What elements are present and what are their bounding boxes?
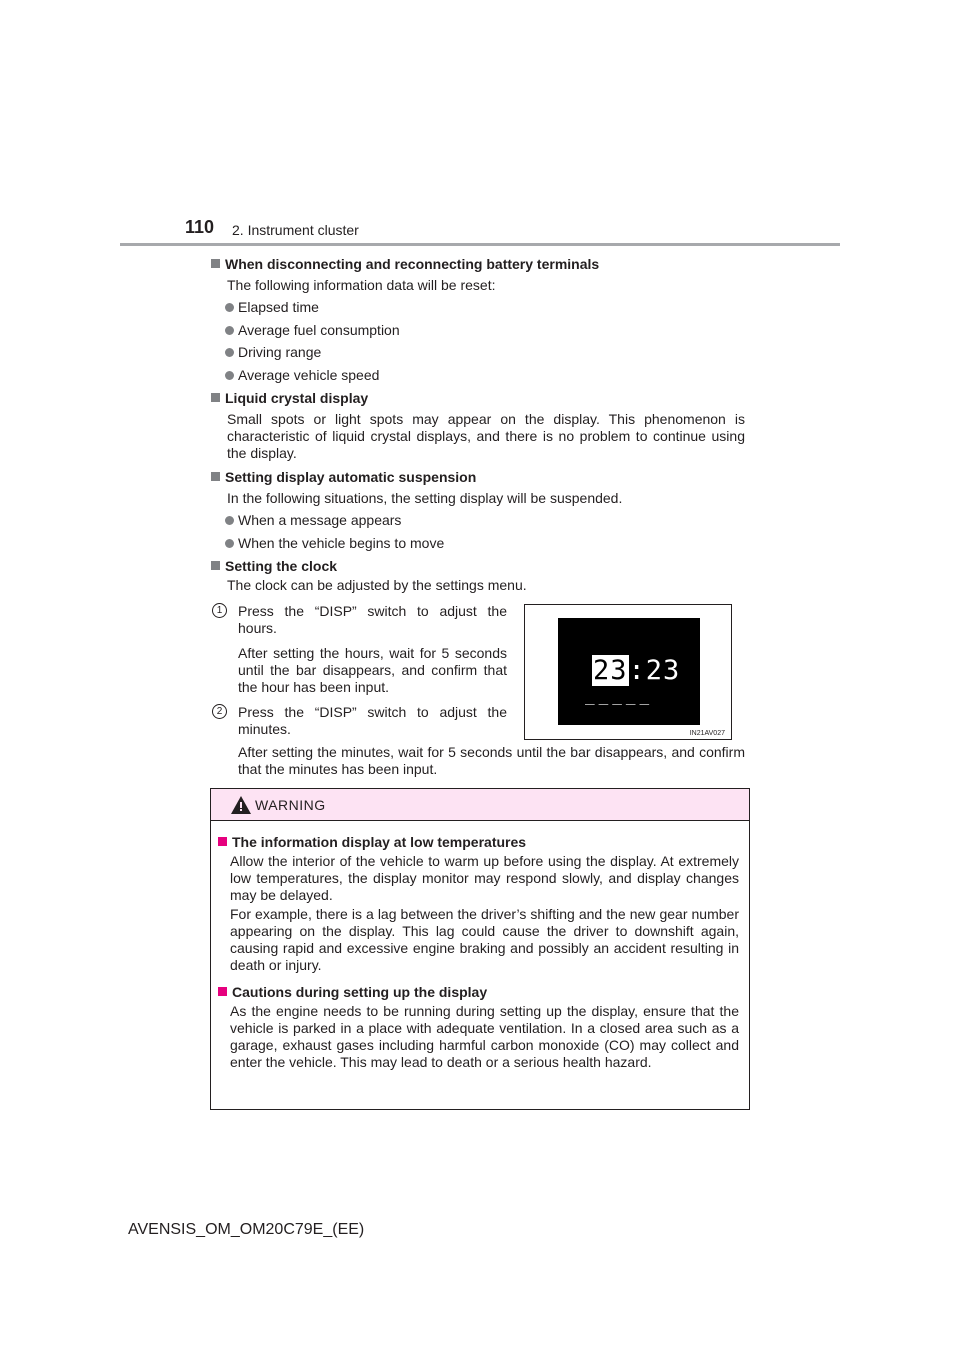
warning-body-2: As the engine needs to be running during setting up the display, ensure that the vehicle is parked in a place with adequate ventilation. In a closed area such as a garage, exhaust gases including harmful carbon monoxide (CO) may collect and enter the vehicle. This may lead to death or a serious health hazard. — [230, 1003, 739, 1070]
section-heading-text: Liquid crystal display — [225, 390, 369, 406]
warning-heading-text: The information display at low temperatures — [232, 834, 527, 850]
warning-label: WARNING — [255, 797, 326, 813]
round-bullet-icon — [225, 371, 234, 380]
lcd-body: Small spots or light spots may appear on the display. This phenomenon is characteristic of liquid crystal displays, and there is no problem to continue using the display. — [227, 411, 745, 461]
section-heading-suspension — [211, 468, 476, 486]
warning-heading-text: Cautions during setting up the display — [232, 984, 488, 1000]
round-bullet-icon — [225, 516, 234, 525]
clock-readout — [592, 655, 680, 686]
warning-exclamation-dot — [240, 809, 242, 811]
round-bullet-icon — [225, 326, 234, 335]
section-heading-clock — [211, 557, 337, 575]
display-screen — [558, 618, 700, 725]
section-heading-text: When disconnecting and reconnecting battery terminals — [225, 256, 600, 272]
minutes-value: 23 — [645, 655, 681, 686]
list-item — [225, 535, 444, 552]
chapter-title: 2. Instrument cluster — [232, 222, 359, 238]
list-item — [225, 512, 401, 529]
list-item-text: Elapsed time — [238, 299, 319, 315]
list-item — [225, 367, 379, 384]
step-2 — [212, 704, 507, 738]
square-bullet-icon — [218, 837, 227, 846]
list-item-text: Average vehicle speed — [238, 367, 380, 383]
square-bullet-icon — [211, 472, 220, 481]
list-item-text: Driving range — [238, 344, 322, 360]
clock-display-figure — [524, 604, 732, 740]
figure-code: IN21AV027 — [689, 730, 725, 737]
section-heading-text: Setting the clock — [225, 558, 338, 574]
warning-exclamation — [240, 802, 242, 808]
list-item-text: When a message appears — [238, 512, 402, 528]
list-item — [225, 299, 319, 316]
warning-body-1b: For example, there is a lag between the driver’s shifting and the new gear number appearing on the display. This lag could cause the driver to downshift again, causing rapid and excessive engine braking and possibly an accident resulting in death or injury. — [230, 906, 739, 973]
time-separator: : — [628, 655, 646, 686]
battery-intro: The following information data will be reset: — [227, 277, 496, 293]
round-bullet-icon — [225, 303, 234, 312]
warning-heading-1 — [218, 833, 526, 851]
suspension-intro: In the following situations, the setting display will be suspended. — [227, 490, 623, 506]
section-heading-text: Setting display automatic suspension — [225, 469, 477, 485]
step-1-note: After setting the hours, wait for 5 seconds until the bar disappears, and confirm that the hour has been input. — [238, 645, 507, 695]
header-rule — [120, 243, 840, 246]
hours-value: 23 — [593, 655, 628, 686]
section-heading-lcd — [211, 389, 368, 407]
step-text: Press the “DISP” switch to adjust the minutes. — [238, 704, 507, 737]
square-bullet-icon — [211, 393, 220, 402]
step-1 — [212, 603, 507, 637]
page-number: 110 — [185, 217, 215, 237]
list-item — [225, 322, 400, 339]
step-2-note: After setting the minutes, wait for 5 seconds until the bar disappears, and confirm that the minutes has been input. — [238, 744, 745, 777]
doc-code: AVENSIS_OM_OM20C79E_(EE) — [128, 1221, 365, 1238]
round-bullet-icon — [225, 539, 234, 548]
clock-intro: The clock can be adjusted by the settings menu. — [227, 577, 527, 593]
list-item — [225, 344, 321, 361]
warning-box — [210, 788, 750, 1110]
list-item-text: Average fuel consumption — [238, 322, 400, 338]
setting-bar: _____ — [585, 686, 654, 705]
warning-heading-2 — [218, 983, 487, 1001]
warning-body-1: Allow the interior of the vehicle to warm up before using the display. At extremely low temperatures, the display monitor may respond slowly, and display changes may be delayed. — [230, 853, 739, 903]
round-bullet-icon — [225, 348, 234, 357]
square-bullet-icon — [211, 561, 220, 570]
square-bullet-icon — [211, 259, 220, 268]
square-bullet-icon — [218, 987, 227, 996]
step-number-icon: 2 — [212, 704, 227, 719]
section-heading-battery — [211, 255, 599, 273]
step-text: Press the “DISP” switch to adjust the hours. — [238, 603, 507, 636]
warning-header — [211, 789, 749, 821]
list-item-text: When the vehicle begins to move — [238, 535, 445, 551]
step-number-icon: 1 — [212, 603, 227, 618]
